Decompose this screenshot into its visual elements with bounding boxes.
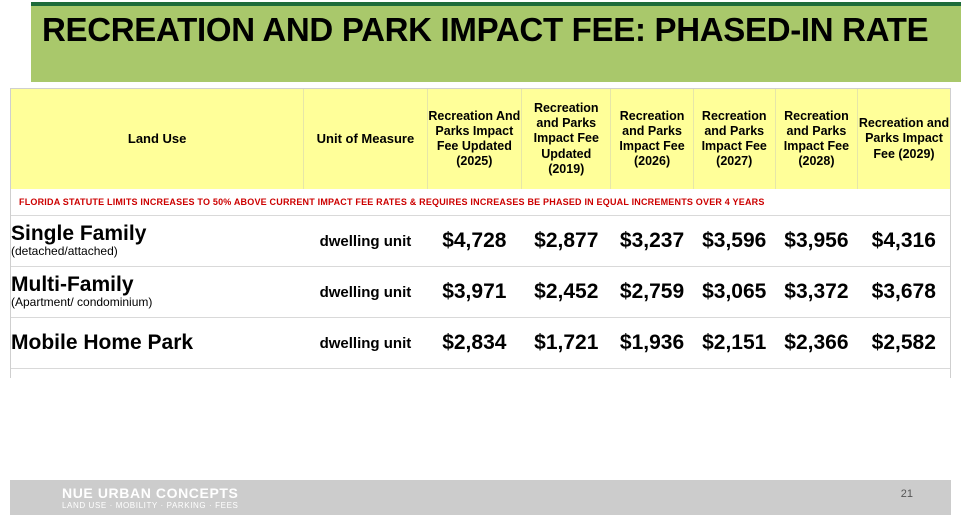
cell-fee-2026: $1,936 <box>611 318 693 369</box>
statute-note: FLORIDA STATUTE LIMITS INCREASES TO 50% ABOVE CURRENT IMPACT FEE RATES & REQUIRES INCREASES BE PHASED IN EQUAL INCREMENTS OVER 4 YEARS <box>11 189 950 216</box>
cell-fee-2027: $2,151 <box>693 318 775 369</box>
cell-fee-2027: $3,596 <box>693 216 775 267</box>
cell-fee-2026: $3,237 <box>611 216 693 267</box>
fee-table-container <box>10 88 951 378</box>
cell-land-use <box>11 216 304 267</box>
cell-fee-2019: $1,721 <box>522 318 611 369</box>
column-header-fee-2019: Recreation and Parks Impact Fee Updated (2019) <box>522 89 611 189</box>
brand-name: NUE URBAN CONCEPTS <box>62 485 239 501</box>
land-use-subtext: (Apartment/ condominium) <box>11 295 153 310</box>
land-use-name: Mobile Home Park <box>11 330 194 354</box>
cell-fee-2028: $2,366 <box>775 318 857 369</box>
table-empty-space <box>11 369 950 455</box>
land-use-subtext: (detached/attached) <box>11 244 118 259</box>
cell-unit: dwelling unit <box>304 216 427 267</box>
land-use-name: Multi-Family <box>11 273 134 297</box>
cell-fee-2026: $2,759 <box>611 267 693 318</box>
column-header-unit-of-measure: Unit of Measure <box>304 89 427 189</box>
land-use-name: Single Family <box>11 222 147 246</box>
brand-tagline: LAND USE · MOBILITY · PARKING · FEES <box>62 501 239 511</box>
column-header-fee-2026: Recreation and Parks Impact Fee (2026) <box>611 89 693 189</box>
cell-fee-2025: $3,971 <box>427 267 522 318</box>
cell-fee-2019: $2,452 <box>522 267 611 318</box>
cell-fee-2029: $4,316 <box>858 216 950 267</box>
cell-fee-2029: $3,678 <box>858 267 950 318</box>
title-band <box>31 6 961 82</box>
cell-land-use <box>11 318 304 369</box>
column-header-fee-2027: Recreation and Parks Impact Fee (2027) <box>693 89 775 189</box>
table-row <box>11 216 950 267</box>
column-header-fee-2025: Recreation And Parks Impact Fee Updated (2025) <box>427 89 522 189</box>
cell-fee-2028: $3,956 <box>775 216 857 267</box>
table-row <box>11 267 950 318</box>
column-header-land-use: Land Use <box>11 89 304 189</box>
page-number: 21 <box>900 488 913 500</box>
cell-fee-2028: $3,372 <box>775 267 857 318</box>
cell-unit: dwelling unit <box>304 318 427 369</box>
cell-land-use <box>11 267 304 318</box>
cell-fee-2019: $2,877 <box>522 216 611 267</box>
cell-fee-2025: $4,728 <box>427 216 522 267</box>
brand-logo <box>62 485 238 511</box>
column-header-fee-2028: Recreation and Parks Impact Fee (2028) <box>775 89 857 189</box>
table-row <box>11 318 950 369</box>
table-header-row <box>11 89 950 189</box>
cell-unit: dwelling unit <box>304 267 427 318</box>
fee-table <box>11 89 950 455</box>
cell-fee-2029: $2,582 <box>858 318 950 369</box>
page-title: RECREATION AND PARK IMPACT FEE: PHASED-IN RATE <box>42 11 929 48</box>
cell-fee-2025: $2,834 <box>427 318 522 369</box>
cell-fee-2027: $3,065 <box>693 267 775 318</box>
statute-note-row <box>11 189 950 216</box>
column-header-fee-2029: Recreation and Parks Impact Fee (2029) <box>858 89 950 189</box>
